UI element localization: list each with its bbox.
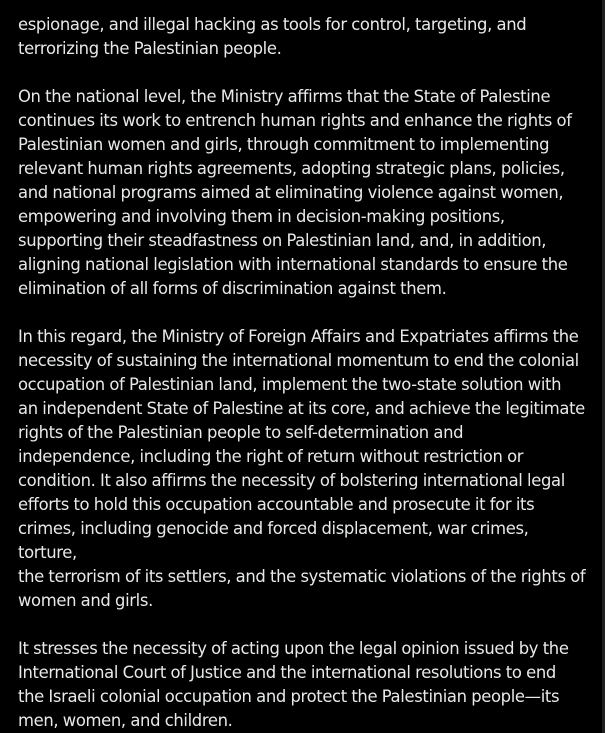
article-body [18, 13, 588, 733]
paragraph-espionage: espionage, and illegal hacking as tools for control, targeting, and terrorizing the Palestinian people. [18, 15, 527, 58]
paragraph-national-level: On the national level, the Ministry affirms that the State of Palestine continues its work to entrench human rights and enhance the rights of Palestinian women and girls, through commitment to implementing relevant human rights agreements, adopting strategic plans, policies, and national programs aimed at eliminating violence against women, empowering and involving them in decision-making positions, supporting their steadfastness on Palestinian land, and, in addition, aligning national legislation with international standards to ensure the elimination of all forms of discrimination against them. [18, 87, 572, 298]
paragraph-icj-opinion: It stresses the necessity of acting upon the legal opinion issued by the International Court of Justice and the international resolutions to end the Israeli colonial occupation and protect the Palestinian people—its men, women, and children. [18, 639, 569, 730]
paragraph-international-momentum: In this regard, the Ministry of Foreign Affairs and Expatriates affirms the necessity of sustaining the international momentum to end the colonial occupation of Palestinian land, implement the two-state solution with an independent State of Palestine at its core, and achieve the legitimate rights of the Palestinian people to self-determination and independence, including the right of return without restriction or condition. It also affirms the necessity of bolstering international legal efforts to hold this occupation accountable and prosecute it for its crimes, including genocide and forced displacement, war crimes, torture, the terrorism of its settlers, and the systematic violations of the rights of women and girls. [18, 327, 586, 610]
